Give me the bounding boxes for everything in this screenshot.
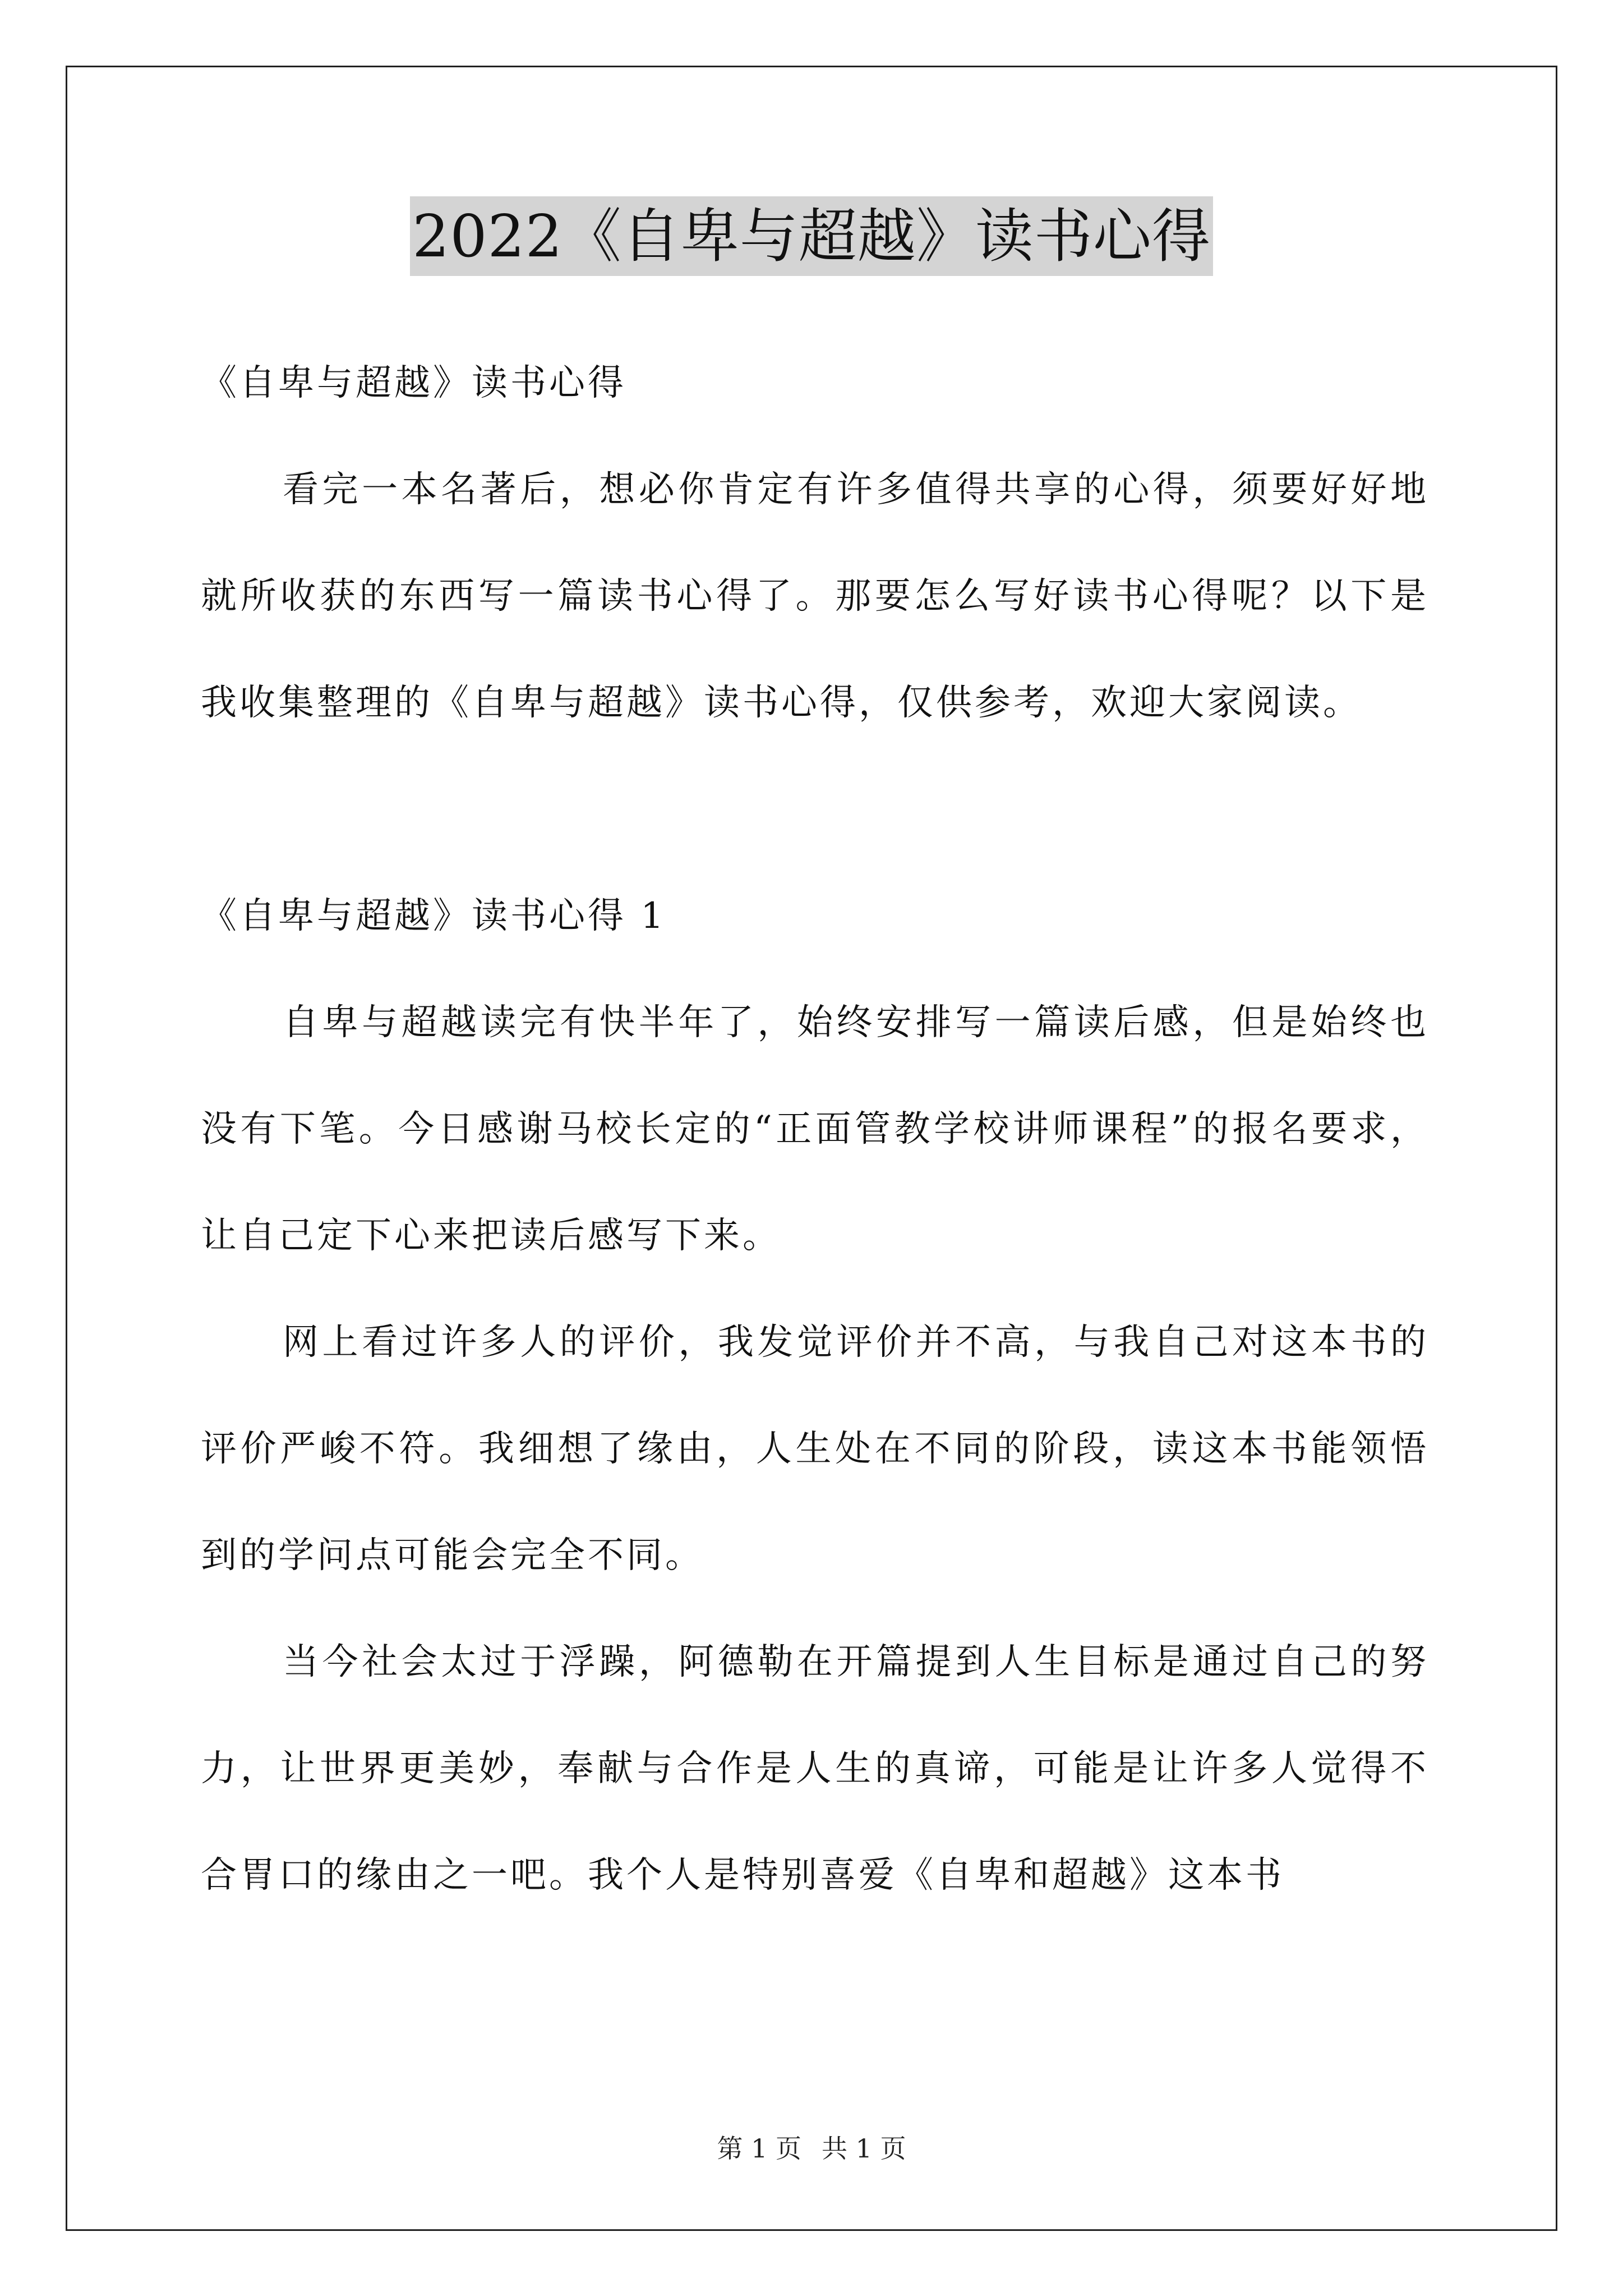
subtitle-paragraph: 《自卑与超越》读书心得 bbox=[201, 362, 626, 404]
page-number: 第 1 页 bbox=[717, 2133, 801, 2164]
body-paragraph: 自卑与超越读完有快半年了，始终安排写一篇读后感，但是始终也没有下笔。今日感谢马校长定的“正面管教学校讲师课程”的报名要求，让自己定下心来把读后感写下来。 bbox=[201, 1002, 1429, 1257]
document-body bbox=[201, 330, 1429, 1929]
page-count: 共 1 页 bbox=[822, 2133, 906, 2164]
intro-paragraph: 看完一本名著后，想必你肯定有许多值得共享的心得，须要好好地就所收获的东西写一篇读书心得了。那要怎么写好读书心得呢？以下是我收集整理的《自卑与超越》读书心得，仅供参考，欢迎大家阅读。 bbox=[201, 469, 1429, 724]
body-paragraph: 网上看过许多人的评价，我发觉评价并不高，与我自己对这本书的评价严峻不符。我细想了缘由，人生处在不同的阶段，读这本书能领悟到的学问点可能会完全不同。 bbox=[201, 1322, 1429, 1576]
page-footer bbox=[0, 2132, 1623, 2165]
title-wrap bbox=[0, 196, 1623, 276]
document-title: 2022《自卑与超越》读书心得 bbox=[410, 196, 1213, 276]
body-paragraph: 当今社会太过于浮躁，阿德勒在开篇提到人生目标是通过自己的努力，让世界更美妙，奉献与合作是人生的真谛，可能是让许多人觉得不合胃口的缘由之一吧。我个人是特别喜爱《自卑和超越》这本书 bbox=[201, 1641, 1429, 1896]
section-heading: 《自卑与超越》读书心得 1 bbox=[201, 895, 667, 937]
